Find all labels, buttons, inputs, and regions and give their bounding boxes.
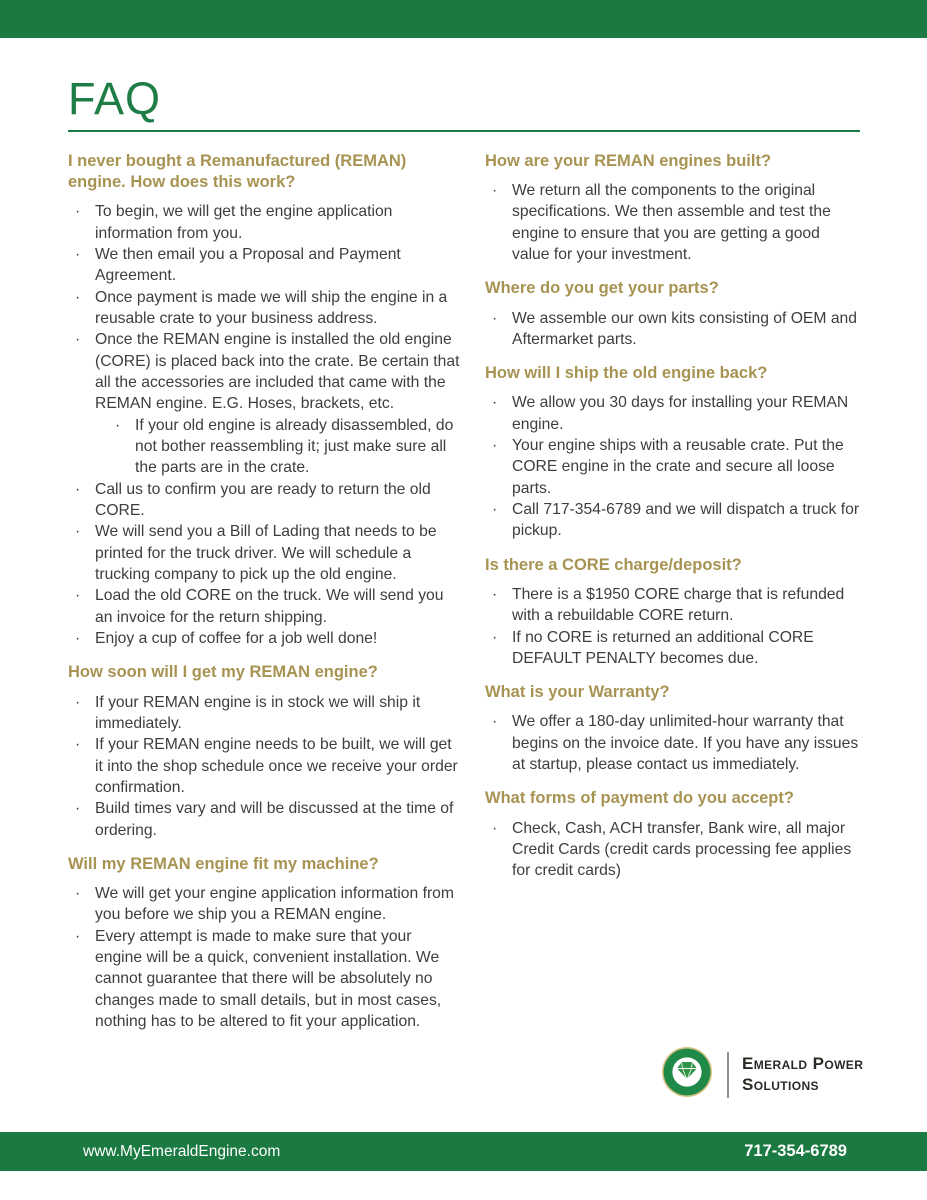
bullet-marker: · bbox=[492, 585, 498, 603]
bullet-text: Call us to confirm you are ready to return the old CORE. bbox=[95, 480, 431, 520]
faq-column-right bbox=[485, 142, 860, 1032]
bullet-item bbox=[485, 308, 860, 351]
bullet-text: Once the REMAN engine is installed the old engine (CORE) is placed back into the crate. Be certain that all the accessories are included that came with the REMAN engine. E.G. Hoses, brackets, etc. bbox=[95, 331, 460, 413]
faq-question: Will my REMAN engine fit my machine? bbox=[68, 854, 379, 873]
logo-text-line1: Emerald Power bbox=[742, 1054, 864, 1074]
bullet-item bbox=[68, 287, 460, 330]
faq-section bbox=[485, 363, 860, 542]
bullet-text: Build times vary and will be discussed at the time of ordering. bbox=[95, 800, 454, 839]
bullet-marker: · bbox=[75, 245, 81, 263]
faq-question: How will I ship the old engine back? bbox=[485, 364, 768, 383]
bullet-marker: · bbox=[75, 736, 81, 754]
bullet-marker: · bbox=[492, 309, 498, 327]
faq-section bbox=[485, 682, 860, 775]
bullet-item bbox=[68, 521, 460, 585]
faq-section bbox=[68, 854, 460, 1033]
faq-question: What forms of payment do you accept? bbox=[485, 789, 794, 808]
bullet-item bbox=[485, 435, 860, 499]
bullet-item bbox=[68, 479, 460, 522]
bullet-item bbox=[68, 883, 460, 926]
bullet-marker: · bbox=[75, 288, 81, 306]
bullet-item bbox=[68, 244, 460, 287]
bullet-text: There is a $1950 CORE charge that is refunded with a rebuildable CORE return. bbox=[512, 585, 845, 625]
bullet-marker: · bbox=[492, 628, 498, 646]
bullet-text: We will get your engine application information from you before we ship you a REMAN engine. bbox=[95, 885, 454, 924]
faq-section bbox=[68, 662, 460, 841]
footer-website: www.MyEmeraldEngine.com bbox=[83, 1142, 281, 1160]
logo-divider bbox=[727, 1052, 729, 1098]
bullet-text: We will send you a Bill of Lading that needs to be printed for the truck driver. We will schedule a trucking company to pick up the old engine. bbox=[95, 523, 437, 584]
bullet-marker: · bbox=[492, 819, 498, 837]
bullet-marker: · bbox=[75, 885, 81, 903]
page-title: FAQ bbox=[68, 73, 162, 124]
bullet-text: If no CORE is returned an additional CORE DEFAULT PENALTY becomes due. bbox=[512, 628, 814, 667]
bullet-item bbox=[485, 392, 860, 435]
footer-phone: 717-354-6789 bbox=[744, 1142, 847, 1160]
bullet-marker: · bbox=[492, 437, 498, 455]
bullet-item bbox=[485, 499, 860, 542]
faq-question: What is your Warranty? bbox=[485, 683, 670, 702]
bullet-text: Load the old CORE on the truck. We will send you an invoice for the return shipping. bbox=[95, 587, 444, 626]
faq-question: Where do you get your parts? bbox=[485, 279, 719, 298]
bullet-text: Every attempt is made to make sure that your engine will be a quick, convenient installation. We cannot guarantee that there will be absolutely no changes made to small details, but in most cases, nothing has to be altered to fit your application. bbox=[95, 927, 442, 1031]
bullet-item bbox=[68, 585, 460, 628]
bullet-text: Your engine ships with a reusable crate. Put the CORE engine in the crate and secure all loose parts. bbox=[512, 437, 844, 497]
bullet-item bbox=[68, 798, 460, 841]
bullet-item bbox=[68, 926, 460, 1033]
bullet-text: To begin, we will get the engine application information from you. bbox=[95, 203, 393, 242]
logo-text-line2: Solutions bbox=[742, 1074, 819, 1094]
faq-question: How are your REMAN engines built? bbox=[485, 152, 772, 170]
bullet-item bbox=[485, 711, 860, 775]
faq-section bbox=[485, 151, 860, 265]
bullet-marker: · bbox=[75, 331, 81, 349]
bullet-item bbox=[485, 818, 860, 882]
faq-columns bbox=[68, 142, 860, 1032]
bullet-text: Enjoy a cup of coffee for a job well done! bbox=[95, 630, 378, 648]
bullet-item bbox=[485, 584, 860, 627]
bullet-text: We assemble our own kits consisting of OEM and Aftermarket parts. bbox=[512, 309, 857, 348]
bullet-marker: · bbox=[75, 480, 81, 498]
bullet-text: We then email you a Proposal and Payment Agreement. bbox=[95, 245, 401, 285]
bullet-text: If your REMAN engine is in stock we will ship it immediately. bbox=[95, 693, 421, 732]
bullet-marker: · bbox=[115, 416, 121, 434]
bullet-marker: · bbox=[75, 587, 81, 605]
bullet-marker: · bbox=[492, 501, 498, 519]
footer-bar bbox=[0, 1132, 927, 1171]
bullet-marker: · bbox=[492, 182, 498, 200]
bullet-item bbox=[68, 628, 460, 649]
bullet-item bbox=[68, 201, 460, 244]
sub-bullet-item bbox=[68, 415, 460, 479]
bullet-item bbox=[68, 734, 460, 798]
page-content bbox=[68, 38, 860, 1032]
bullet-text: Call 717-354-6789 and we will dispatch a truck for pickup. bbox=[512, 501, 860, 540]
bullet-text: We allow you 30 days for installing your REMAN engine. bbox=[512, 394, 849, 433]
bullet-marker: · bbox=[75, 523, 81, 541]
bullet-marker: · bbox=[75, 630, 81, 648]
bullet-marker: · bbox=[75, 203, 81, 221]
top-accent-bar bbox=[0, 0, 927, 38]
bullet-text: Once payment is made we will ship the engine in a reusable crate to your business address. bbox=[95, 288, 448, 327]
emerald-logo-icon bbox=[661, 1046, 713, 1103]
faq-question: How soon will I get my REMAN engine? bbox=[68, 663, 378, 682]
bullet-item bbox=[68, 329, 460, 414]
faq-question: I never bought a Remanufactured (REMAN) engine. How does this work? bbox=[68, 152, 407, 192]
faq-section bbox=[485, 555, 860, 669]
faq-section bbox=[485, 788, 860, 881]
bullet-marker: · bbox=[492, 713, 498, 731]
bullet-item bbox=[485, 180, 860, 265]
faq-section bbox=[68, 151, 460, 649]
bullet-marker: · bbox=[75, 927, 81, 945]
bullet-item bbox=[485, 627, 860, 670]
faq-column-left bbox=[68, 142, 460, 1032]
bullet-marker: · bbox=[75, 800, 81, 818]
bullet-text: If your REMAN engine needs to be built, we will get it into the shop schedule once we receive your order confirmation. bbox=[95, 736, 458, 796]
bullet-text: Check, Cash, ACH transfer, Bank wire, all major Credit Cards (credit cards processing fee applies for credit cards) bbox=[512, 819, 852, 880]
bullet-item bbox=[68, 692, 460, 735]
bullet-marker: · bbox=[492, 394, 498, 412]
company-logo bbox=[661, 1046, 863, 1103]
bullet-marker: · bbox=[75, 693, 81, 711]
bullet-text: We return all the components to the original specifications. We then assemble and test the engine to ensure that you are getting a good value for your investment. bbox=[512, 182, 831, 264]
title-underline bbox=[68, 130, 860, 132]
logo-wordmark bbox=[742, 1054, 863, 1094]
faq-question: Is there a CORE charge/deposit? bbox=[485, 555, 742, 574]
bullet-text: If your old engine is already disassembled, do not bother reassembling it; just make sure all the parts are in the crate. bbox=[135, 416, 454, 477]
bullet-text: We offer a 180-day unlimited-hour warranty that begins on the invoice date. If you have any issues at startup, please contact us immediately. bbox=[512, 713, 859, 774]
faq-section bbox=[485, 278, 860, 350]
